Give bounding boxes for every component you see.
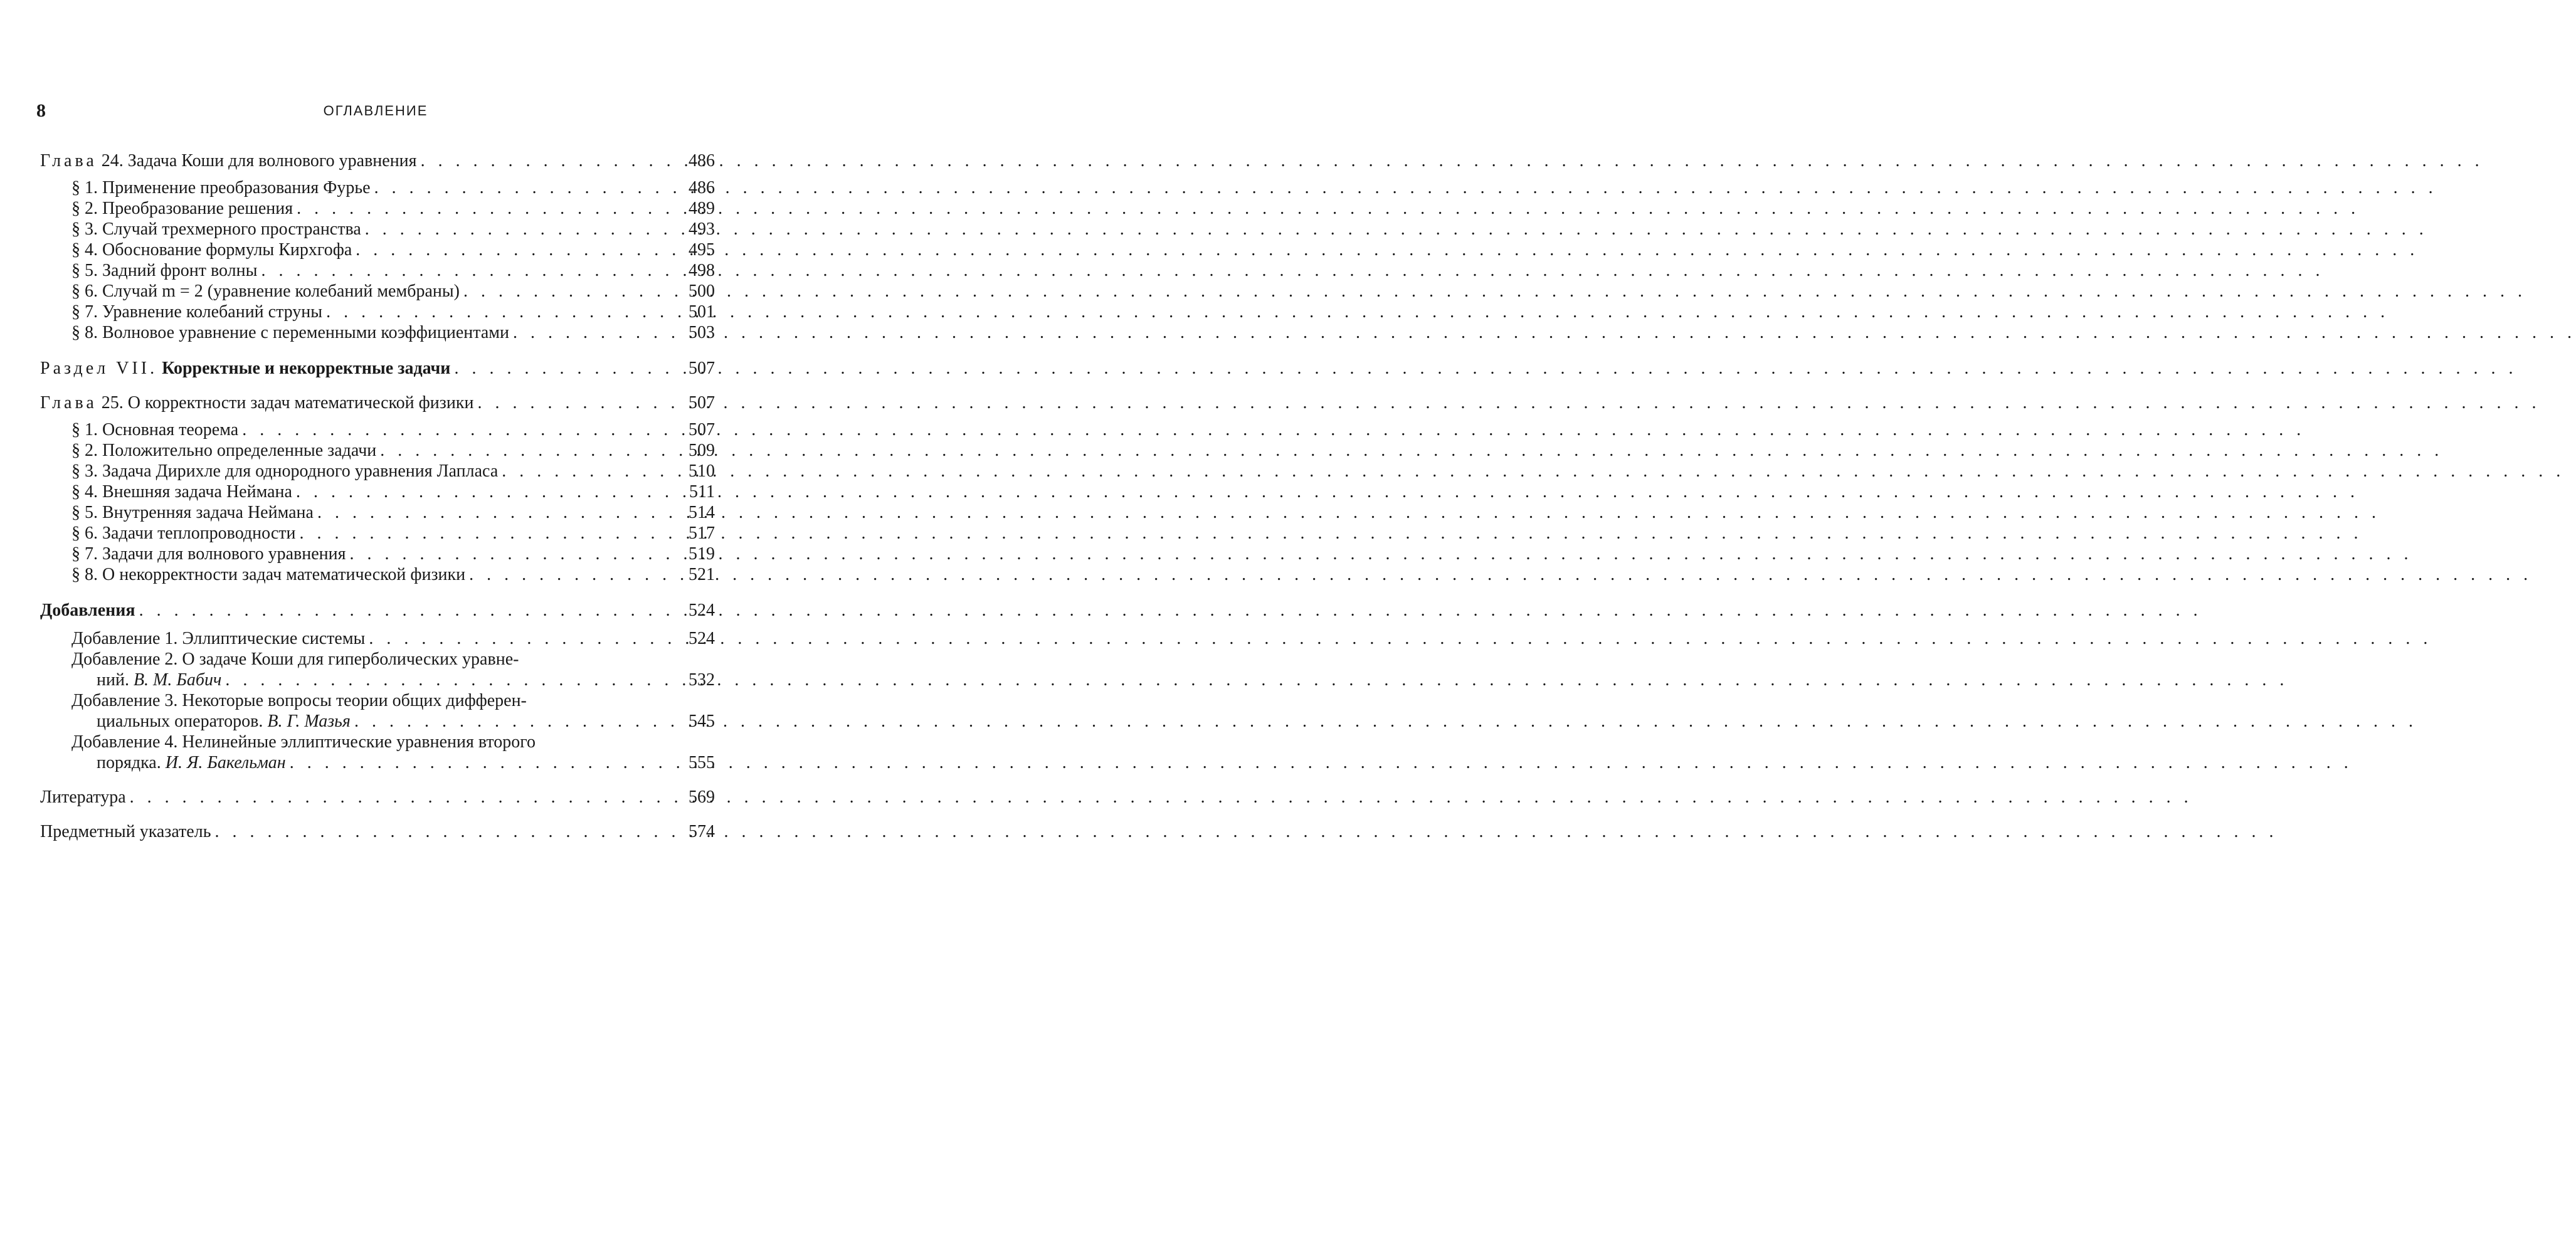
- page-ref: 509: [689, 441, 715, 460]
- addendum-title: Добавление 1. Эллиптические системы: [71, 629, 366, 648]
- toc-section[interactable]: [40, 544, 715, 564]
- page-ref: 514: [689, 503, 715, 522]
- leader-dots: [477, 392, 682, 413]
- continuation-text: порядка.: [97, 753, 161, 772]
- toc-addendum-4[interactable]: [40, 732, 715, 773]
- page-ref: 555: [689, 753, 715, 772]
- leader-dots: [469, 564, 682, 585]
- page-ref: 511: [689, 482, 715, 502]
- references-title: Литература: [40, 787, 126, 807]
- toc-section[interactable]: [40, 461, 715, 481]
- section-title: § 4. Обоснование формулы Кирхгофа: [71, 240, 352, 260]
- addendum-title-line1: Добавление 4. Нелинейные эллиптические уравнения второго: [71, 732, 536, 752]
- leader-dots: [350, 544, 682, 564]
- page-ref: 545: [689, 712, 715, 731]
- addendum-title-line2: [71, 670, 715, 690]
- running-title: ОГЛАВЛЕНИЕ: [323, 103, 428, 118]
- page-ref: 524: [689, 601, 715, 620]
- continuation-text: циальных операторов.: [97, 712, 263, 731]
- section-title: § 8. О некорректности задач математической физики: [71, 565, 466, 584]
- page-ref: 524: [689, 629, 715, 648]
- toc-section[interactable]: [40, 502, 715, 523]
- addendum-title-line1: Добавление 3. Некоторые вопросы теории общих дифферен-: [71, 691, 527, 710]
- toc-section[interactable]: [40, 281, 715, 302]
- section-title: § 2. Положительно определенные задачи: [71, 441, 377, 460]
- leader-dots: [326, 302, 682, 322]
- table-of-contents: [40, 150, 715, 842]
- page-ref: 507: [689, 359, 715, 378]
- page-ref: 521: [689, 565, 715, 584]
- continuation-text: ний.: [97, 670, 129, 690]
- leader-dots: [242, 419, 682, 440]
- toc-addendum-3[interactable]: [40, 690, 715, 732]
- leader-dots: [369, 628, 682, 649]
- page-ref: 519: [689, 544, 715, 564]
- toc-chapter-25[interactable]: [40, 392, 715, 413]
- page-ref: 493: [689, 219, 715, 239]
- addendum-continuation: [97, 752, 286, 773]
- addendum-title-line2: [71, 711, 715, 732]
- page-ref: 498: [689, 261, 715, 280]
- leader-dots: [365, 219, 682, 239]
- section-title: § 6. Задачи теплопроводности: [71, 524, 296, 543]
- page-ref: 532: [689, 670, 715, 690]
- leader-dots: [225, 670, 682, 690]
- toc-section[interactable]: [40, 481, 715, 502]
- leader-dots: [296, 481, 682, 502]
- page-ref: 510: [689, 461, 715, 481]
- section-title: § 6. Случай m = 2 (уравнение колебаний мембраны): [71, 281, 460, 301]
- leader-dots: [463, 281, 682, 302]
- page-ref: 507: [689, 420, 715, 439]
- leader-dots: [297, 198, 682, 219]
- toc-section[interactable]: [40, 564, 715, 585]
- leader-dots: [356, 239, 682, 260]
- leader-dots: [290, 752, 682, 773]
- addendum-title-line2: [71, 752, 715, 773]
- leader-dots: [354, 711, 682, 732]
- toc-section[interactable]: [40, 302, 715, 322]
- toc-part-7[interactable]: [40, 358, 715, 379]
- leader-dots: [380, 440, 682, 461]
- leader-dots: [317, 502, 682, 523]
- page-ref: 507: [689, 393, 715, 413]
- toc-section[interactable]: [40, 260, 715, 281]
- book-page: [0, 0, 752, 1247]
- toc-section[interactable]: [40, 177, 715, 198]
- chapter-name: 24. Задача Коши для волнового уравнения: [101, 151, 417, 171]
- page-ref: 517: [689, 524, 715, 543]
- page-ref: 486: [689, 151, 715, 171]
- toc-section[interactable]: [40, 322, 715, 343]
- addendum-title-line1: Добавление 2. О задаче Коши для гиперболических уравне-: [71, 650, 519, 669]
- toc-section[interactable]: [40, 440, 715, 461]
- section-title: § 5. Внутренняя задача Неймана: [71, 503, 314, 522]
- page-ref: 486: [689, 178, 715, 197]
- part-prefix: Раздел VII.: [40, 359, 158, 378]
- toc-section[interactable]: [40, 198, 715, 219]
- page-number: 8: [36, 100, 46, 121]
- page-ref: 500: [689, 281, 715, 301]
- addendum-author: И. Я. Бакельман: [165, 753, 286, 772]
- page-ref: 574: [689, 822, 715, 841]
- leader-dots: [454, 358, 682, 379]
- toc-addendum-2[interactable]: [40, 649, 715, 690]
- chapter-title: [40, 150, 417, 171]
- section-title: § 1. Основная теорема: [71, 420, 239, 439]
- toc-section[interactable]: [40, 239, 715, 260]
- index-title: Предметный указатель: [40, 822, 211, 841]
- addendum-continuation: [97, 711, 351, 732]
- leader-dots: [374, 177, 682, 198]
- leader-dots: [130, 787, 682, 808]
- toc-subject-index[interactable]: [40, 821, 715, 842]
- part-title: [40, 358, 450, 379]
- section-title: § 7. Уравнение колебаний струны: [71, 302, 323, 322]
- toc-section[interactable]: [40, 419, 715, 440]
- addendum-author: В. М. Бабич: [133, 670, 222, 690]
- section-title: § 3. Случай трехмерного пространства: [71, 219, 361, 239]
- part-name: Корректные и некорректные задачи: [162, 359, 451, 378]
- toc-section[interactable]: [40, 219, 715, 239]
- chapter-title: [40, 392, 473, 413]
- section-title: § 2. Преобразование решения: [71, 199, 293, 218]
- toc-chapter-24[interactable]: [40, 150, 715, 171]
- addenda-title: Добавления: [40, 601, 135, 620]
- addendum-continuation: [97, 670, 221, 690]
- toc-references[interactable]: [40, 787, 715, 808]
- leader-dots: [261, 260, 682, 281]
- section-title: § 5. Задний фронт волны: [71, 261, 258, 280]
- chapter-name: 25. О корректности задач математической физики: [101, 393, 474, 413]
- toc-addendum-1[interactable]: [40, 628, 715, 649]
- leader-dots: [502, 461, 682, 481]
- section-title: § 3. Задача Дирихле для однородного уравнения Лапласа: [71, 461, 499, 481]
- section-title: § 7. Задачи для волнового уравнения: [71, 544, 346, 564]
- page-ref: 569: [689, 787, 715, 807]
- page-ref: 495: [689, 240, 715, 260]
- section-title: § 1. Применение преобразования Фурье: [71, 178, 371, 197]
- chapter-prefix: Глава: [40, 151, 97, 171]
- section-title: § 4. Внешняя задача Неймана: [71, 482, 292, 502]
- leader-dots: [299, 523, 682, 544]
- toc-section[interactable]: [40, 523, 715, 544]
- leader-dots: [214, 821, 682, 842]
- toc-addenda[interactable]: [40, 600, 715, 621]
- leader-dots: [139, 600, 682, 621]
- running-head: [36, 100, 715, 122]
- leader-dots: [421, 150, 682, 171]
- leader-dots: [513, 322, 682, 343]
- page-ref: 503: [689, 323, 715, 342]
- page-ref: 489: [689, 199, 715, 218]
- chapter-prefix: Глава: [40, 393, 97, 413]
- section-title: § 8. Волновое уравнение с переменными коэффициентами: [71, 323, 509, 342]
- addendum-author: В. Г. Мазья: [267, 712, 351, 731]
- page-ref: 501: [689, 302, 715, 322]
